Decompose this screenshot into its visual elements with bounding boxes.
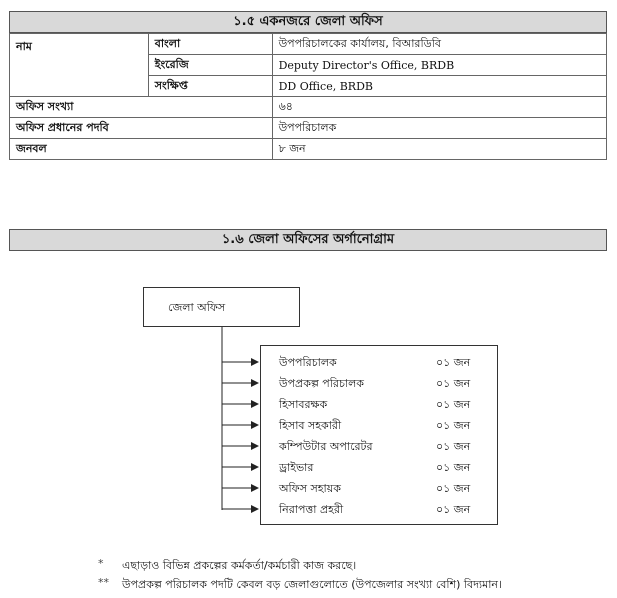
staff-count: ০১ জন: [436, 461, 471, 474]
name-sub-label: সংক্ষিপ্ত: [148, 76, 272, 97]
name-sub-label: ইংরেজি: [148, 55, 272, 76]
footnote-text: এছাড়াও বিভিন্ন প্রকল্পের কর্মকর্তা/কর্মচারী কাজ করছে।: [122, 559, 357, 572]
footnote-mark: **: [98, 576, 109, 589]
name-label: নাম: [10, 34, 149, 97]
staff-role: হিসাব সহকারী: [279, 419, 342, 432]
section-1-title: ১.৫ একনজরে জেলা অফিস: [9, 11, 607, 33]
footnote-text: উপপ্রকল্প পরিচালক পদটি কেবল বড় জেলাগুলোতে (উপজেলার সংখ্যা বেশি) বিদ্যমান।: [122, 578, 502, 591]
district-office-label: জেলা অফিস: [168, 301, 226, 314]
name-value: DD Office, BRDB: [272, 76, 606, 97]
list-item: [261, 459, 497, 477]
staff-count: ০১ জন: [436, 419, 471, 432]
manpower-label: জনবল: [10, 139, 273, 160]
office-head-label: অফিস প্রধানের পদবি: [10, 118, 273, 139]
staff-list-box: [260, 345, 498, 525]
staff-count: ০১ জন: [436, 377, 471, 390]
footnote-2: [98, 576, 608, 592]
list-item: [261, 417, 497, 435]
list-item: [261, 501, 497, 519]
section-2-title: ১.৬ জেলা অফিসের অর্গানোগ্রাম: [9, 229, 607, 251]
staff-role: উপপরিচালক: [279, 356, 337, 369]
list-item: [261, 354, 497, 372]
footnote-mark: *: [98, 557, 104, 570]
office-count-label: অফিস সংখ্যা: [10, 97, 273, 118]
staff-count: ০১ জন: [436, 482, 471, 495]
staff-role: কম্পিউটার অপারেটর: [279, 440, 373, 453]
staff-count: ০১ জন: [436, 356, 471, 369]
staff-count: ০১ জন: [436, 398, 471, 411]
staff-role: অফিস সহায়ক: [279, 482, 341, 495]
name-value: উপপরিচালকের কার্যালয়, বিআরডিবি: [272, 34, 606, 55]
list-item: [261, 375, 497, 393]
staff-role: ড্রাইভার: [279, 461, 314, 474]
list-item: [261, 396, 497, 414]
name-sub-label: বাংলা: [148, 34, 272, 55]
manpower-value: ৮ জন: [272, 139, 606, 160]
list-item: [261, 480, 497, 498]
staff-role: হিসাবরক্ষক: [279, 398, 328, 411]
district-office-box: [143, 287, 300, 327]
office-count-value: ৬৪: [272, 97, 606, 118]
staff-count: ০১ জন: [436, 503, 471, 516]
staff-count: ০১ জন: [436, 440, 471, 453]
list-item: [261, 438, 497, 456]
staff-role: নিরাপত্তা প্রহরী: [279, 503, 344, 516]
office-head-value: উপপরিচালক: [272, 118, 606, 139]
footnote-1: [98, 557, 598, 573]
name-value: Deputy Director's Office, BRDB: [272, 55, 606, 76]
staff-role: উপপ্রকল্প পরিচালক: [279, 377, 364, 390]
